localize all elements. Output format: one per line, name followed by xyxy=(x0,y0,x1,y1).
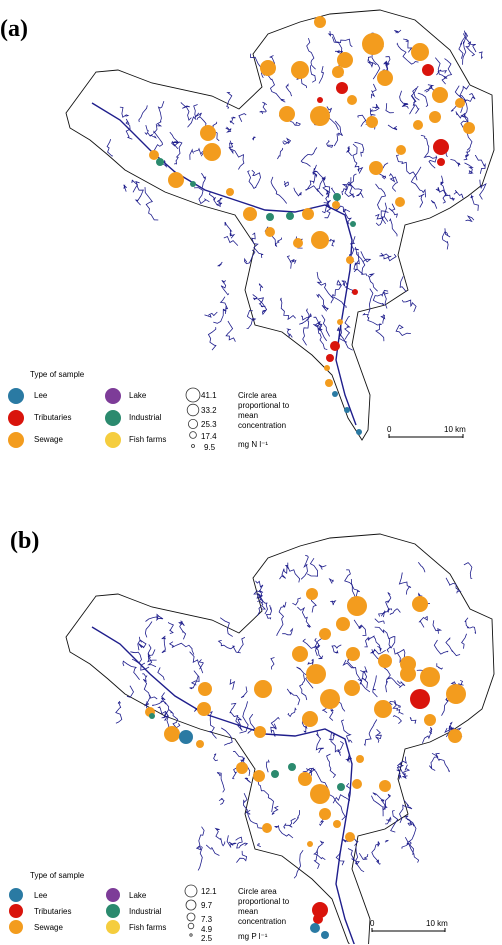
sample-circle xyxy=(319,628,331,640)
sample-circle xyxy=(164,726,180,742)
sample-circle xyxy=(149,150,159,160)
sample-circle xyxy=(324,365,330,371)
sample-circle xyxy=(271,770,279,778)
sample-circle xyxy=(346,647,360,661)
legend-size-circle xyxy=(187,404,199,416)
scale-bar-end: 10 km xyxy=(426,919,448,928)
sample-circle xyxy=(433,139,449,155)
sample-circle xyxy=(422,64,434,76)
sample-circle xyxy=(347,95,357,105)
sample-circle xyxy=(332,201,340,209)
sample-circle xyxy=(395,197,405,207)
scale-bar-start: 0 xyxy=(370,919,375,928)
sample-circle xyxy=(424,714,436,726)
legend-item-lake: Lake xyxy=(129,891,147,900)
legend-size-circle xyxy=(188,923,194,929)
sample-circle xyxy=(302,711,318,727)
sample-circle xyxy=(374,700,392,718)
sample-circle xyxy=(302,208,314,220)
legend-dot-lake xyxy=(105,388,121,404)
size-value: 9.5 xyxy=(204,443,216,452)
legend-size-circle xyxy=(192,445,195,448)
scale-bar-a xyxy=(389,434,463,438)
size-value: 4.9 xyxy=(201,925,213,934)
sample-circle xyxy=(310,106,330,126)
size-value: 33.2 xyxy=(201,406,217,415)
sample-circle xyxy=(344,407,350,413)
sample-circle xyxy=(310,923,320,933)
sample-circle xyxy=(198,682,212,696)
catchment-boundary-b xyxy=(66,534,494,944)
sample-circle xyxy=(378,654,392,668)
sample-circle xyxy=(333,820,341,828)
sample-circle xyxy=(156,158,164,166)
sample-circle xyxy=(168,172,184,188)
sample-circle xyxy=(420,667,440,687)
sample-circle xyxy=(254,680,272,698)
sample-circle xyxy=(366,116,378,128)
legend-size-circle xyxy=(190,934,192,936)
sample-circle xyxy=(337,783,345,791)
sample-circle xyxy=(326,354,334,362)
sample-circle xyxy=(260,60,276,76)
sample-circle xyxy=(298,772,312,786)
legend-dot-industrial xyxy=(106,904,120,918)
size-value: 12.1 xyxy=(201,887,217,896)
size-value: 2.5 xyxy=(201,934,213,943)
sample-circle xyxy=(332,66,344,78)
panel-label: (a) xyxy=(0,16,28,42)
scale-bar-b xyxy=(372,928,445,932)
legend-dot-lee xyxy=(9,888,23,902)
legend-size-circle xyxy=(186,388,200,402)
sample-circle xyxy=(149,713,155,719)
size-caption-line: concentration xyxy=(238,421,287,430)
legend-item-lee: Lee xyxy=(34,391,48,400)
sample-circle xyxy=(448,729,462,743)
size-caption-line: proportional to xyxy=(238,401,290,410)
size-caption-line: mean xyxy=(238,907,259,916)
legend-item-lee: Lee xyxy=(34,891,48,900)
legend-dot-fish-farms xyxy=(106,920,120,934)
sample-circle xyxy=(330,341,340,351)
sample-circle xyxy=(337,319,343,325)
legend-dot-tributaries xyxy=(8,410,24,426)
sample-circle xyxy=(352,779,362,789)
map-panel-a xyxy=(0,0,502,470)
size-value: 25.3 xyxy=(201,420,217,429)
legend-size-circle xyxy=(190,432,197,439)
sample-circle xyxy=(333,193,341,201)
sample-circle xyxy=(293,238,303,248)
sample-circle xyxy=(336,82,348,94)
sample-circle xyxy=(313,914,323,924)
sample-circle xyxy=(446,684,466,704)
sample-circle xyxy=(412,596,428,612)
legend-size-circle xyxy=(188,419,197,428)
sample-circle xyxy=(253,770,265,782)
sample-circle xyxy=(291,61,309,79)
sample-circle xyxy=(350,221,356,227)
size-value: 17.4 xyxy=(201,432,217,441)
legend-dot-sewage xyxy=(9,920,23,934)
sample-circle xyxy=(336,617,350,631)
legend-dot-fish-farms xyxy=(105,432,121,448)
sample-circle xyxy=(377,70,393,86)
sample-circle xyxy=(347,596,367,616)
legend-title: Type of sample xyxy=(30,370,85,379)
legend-item-industrial: Industrial xyxy=(129,907,162,916)
river-network-a xyxy=(92,30,486,425)
sample-circle xyxy=(396,145,406,155)
size-value: 7.3 xyxy=(201,915,213,924)
sample-circle xyxy=(356,755,364,763)
sample-circle xyxy=(236,762,248,774)
size-caption-line: Circle area xyxy=(238,887,277,896)
sample-circle xyxy=(410,689,430,709)
sample-circle xyxy=(196,740,204,748)
legend-item-fish-farms: Fish farms xyxy=(129,435,167,444)
sample-circle xyxy=(190,181,196,187)
sample-circle xyxy=(337,52,353,68)
legend-item-tributaries: Tributaries xyxy=(34,907,72,916)
unit-label: mg N l⁻¹ xyxy=(238,440,268,449)
size-caption-line: mean xyxy=(238,411,259,420)
sample-circle xyxy=(243,207,257,221)
sample-circle xyxy=(179,730,193,744)
legend-dot-lee xyxy=(8,388,24,404)
sample-circle xyxy=(254,726,266,738)
sample-circle xyxy=(325,379,333,387)
sample-circle xyxy=(344,680,360,696)
sample-circles-a xyxy=(149,16,475,435)
sample-circle xyxy=(200,125,216,141)
legend-item-industrial: Industrial xyxy=(129,413,162,422)
sample-circle xyxy=(288,763,296,771)
legend-item-lake: Lake xyxy=(129,391,147,400)
sample-circle xyxy=(306,664,326,684)
legend-item-tributaries: Tributaries xyxy=(34,413,72,422)
sample-circle xyxy=(356,429,362,435)
sample-circle xyxy=(437,158,445,166)
map-panel-b xyxy=(0,474,502,944)
sample-circle xyxy=(463,122,475,134)
sample-circle xyxy=(279,106,295,122)
sample-circle xyxy=(311,231,329,249)
sample-circle xyxy=(352,289,358,295)
size-caption-line: proportional to xyxy=(238,897,290,906)
legend-dot-industrial xyxy=(105,410,121,426)
legend-dot-tributaries xyxy=(9,904,23,918)
sample-circle xyxy=(369,161,383,175)
sample-circle xyxy=(226,188,234,196)
sample-circle xyxy=(203,143,221,161)
sample-circle xyxy=(319,808,331,820)
legend-dot-sewage xyxy=(8,432,24,448)
sample-circle xyxy=(320,689,340,709)
unit-label: mg P l⁻¹ xyxy=(238,932,268,941)
sample-circle xyxy=(345,832,355,842)
legend-item-sewage: Sewage xyxy=(34,435,63,444)
legend-size-circle xyxy=(186,900,196,910)
sample-circle xyxy=(292,646,308,662)
legend-dot-lake xyxy=(106,888,120,902)
size-value: 41.1 xyxy=(201,391,217,400)
sample-circle xyxy=(429,111,441,123)
legend-item-sewage: Sewage xyxy=(34,923,63,932)
sample-circle xyxy=(266,213,274,221)
sample-circle xyxy=(413,120,423,130)
sample-circle xyxy=(332,391,338,397)
sample-circle xyxy=(455,98,465,108)
sample-circle xyxy=(262,823,272,833)
river-network-b xyxy=(92,555,476,944)
legend-title: Type of sample xyxy=(30,871,85,880)
sample-circle xyxy=(400,666,416,682)
size-value: 9.7 xyxy=(201,901,213,910)
sample-circle xyxy=(411,43,429,61)
legend-size-circle xyxy=(187,913,195,921)
sample-circle xyxy=(317,97,323,103)
sample-circle xyxy=(321,931,329,939)
sample-circle xyxy=(432,87,448,103)
legend-size-circle xyxy=(185,885,197,897)
panel-label: (b) xyxy=(10,528,40,554)
sample-circle xyxy=(197,702,211,716)
sample-circle xyxy=(379,780,391,792)
sample-circle xyxy=(286,212,294,220)
sample-circle xyxy=(314,16,326,28)
size-caption-line: concentration xyxy=(238,917,287,926)
scale-bar-end: 10 km xyxy=(444,425,466,434)
scale-bar-start: 0 xyxy=(387,425,392,434)
sample-circle xyxy=(265,227,275,237)
size-caption-line: Circle area xyxy=(238,391,277,400)
sample-circle xyxy=(307,841,313,847)
legend-item-fish-farms: Fish farms xyxy=(129,923,167,932)
sample-circle xyxy=(362,33,384,55)
sample-circle xyxy=(310,784,330,804)
sample-circle xyxy=(306,588,318,600)
sample-circle xyxy=(346,256,354,264)
